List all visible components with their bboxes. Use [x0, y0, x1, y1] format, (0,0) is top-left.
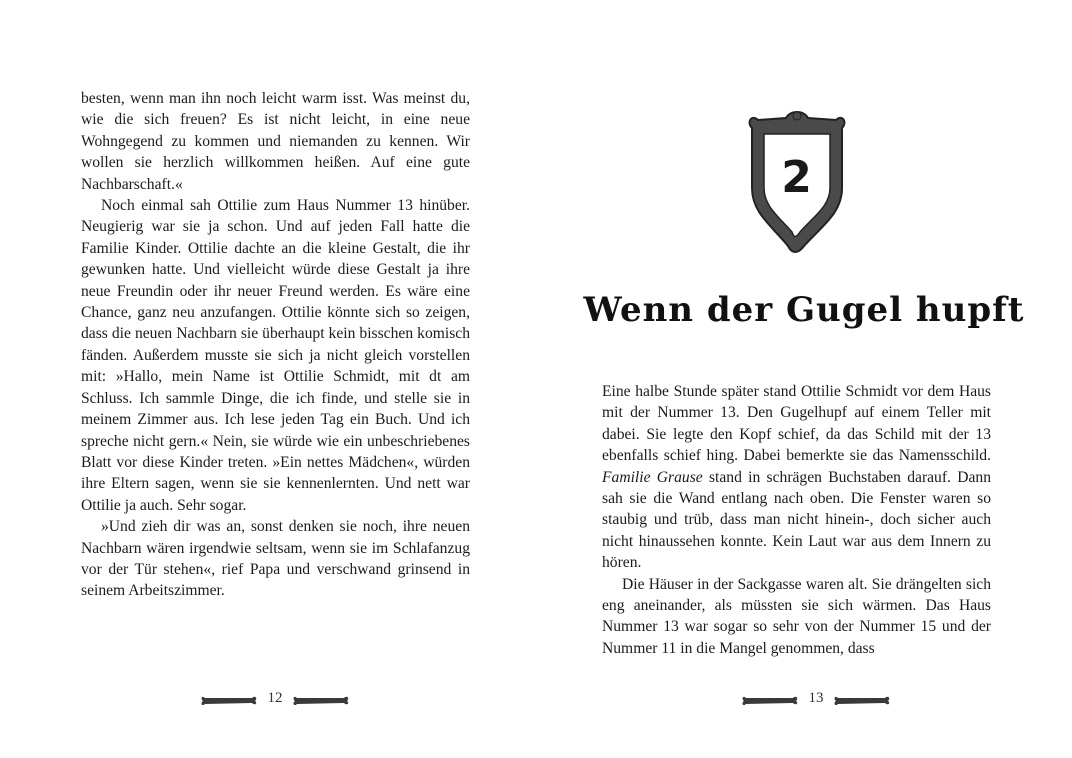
paragraph: »Und zieh dir was an, sonst denken sie noch, ihre neuen Nachbarn wären irgendwie seltsam, wenn sie im Schlafanzug vor der Tür stehen«, rief Papa und verschwand grinsend in seinem Arbeitszimmer. — [81, 518, 470, 600]
paragraph: besten, wenn man ihn noch leicht warm isst. Was meinst du, wie die sich freuen? Es ist nicht leicht, in eine neue Wohngegend zu kommen und niemanden zu kennen. Wir wollen sie herzlich willkommen heißen. Auf eine gute Nachbarschaft.« — [81, 90, 470, 193]
page-footer — [741, 686, 891, 716]
paragraph: Die Häuser in der Sackgasse waren alt. Sie drängelten sich eng aneinander, als müssten sie sich wärmen. Das Haus Nummer 13 war sogar so sehr von der Nummer 15 und der Nummer 11 in die Mangel genommen, dass — [602, 575, 991, 657]
paragraph: Noch einmal sah Ottilie zum Haus Nummer 13 hinüber. Neugierig war sie ja schon. Und auf jeden Fall hatte die Familie Kinder. Ottilie dachte an die kleine Gestalt, die ihr gewunken hatte. Und vielleicht würde diese Gestalt ja ihre neue Freundin oder ihr neuer Freund werden. Es wäre eine Chance, ganz neu anzufangen. Ottilie könnte sich so zeigen, dass die neuen Nachbarn sie überhaupt kein bisschen komisch fänden. Außerdem musste sie sich ja nicht gleich vorstellen mit: »Hallo, mein Name ist Ottilie Schmidt, mit dt am Schluss. Ich sammle Dinge, die ich finde, und stelle sie in meinem Zimmer aus. Ich lese jeden Tag ein Buch. Und ich spreche nicht gern.« Nein, sie würde wie ein unbeschriebenes Blatt vor diese Kinder treten. »Ein nettes Mädchen«, würden ihre Eltern sagen, wenn sie sie kennenlernten. Und nett war Ottilie ja auch. Sehr sogar. — [81, 197, 470, 514]
right-page — [536, 0, 1072, 758]
left-page-text — [81, 88, 470, 602]
family-name: Familie Grause — [602, 468, 703, 486]
page-number: 13 — [808, 690, 824, 706]
paragraph-text: stand in schrägen Buchstaben darauf. Dann sah sie die Wand entlang nach oben. Die Fenster waren so staubig und trüb, dass man nicht hinein-, doch sicher auch nicht hinaussehen konnte. Kein Laut war aus dem Innern zu hören. — [602, 468, 991, 572]
chapter-number: 2 — [781, 152, 813, 203]
page-footer — [200, 686, 350, 716]
paragraph-text: Eine halbe Stunde später stand Ottilie Schmidt vor dem Haus mit der Nummer 13. Den Gugelhupf auf einem Teller mit dabei. Sie legte den Kopf schief, da das Schild mit der 13 ebenfalls schief hing. Dabei bemerkte sie das Namensschild. — [602, 383, 991, 465]
bone-icon — [833, 694, 891, 708]
chapter-emblem — [742, 108, 852, 258]
page-number: 12 — [267, 690, 283, 706]
paragraph — [602, 381, 991, 574]
bone-icon — [292, 694, 350, 708]
right-page-text — [602, 381, 991, 659]
chapter-title: Wenn der Gugel hupft — [583, 290, 1025, 330]
